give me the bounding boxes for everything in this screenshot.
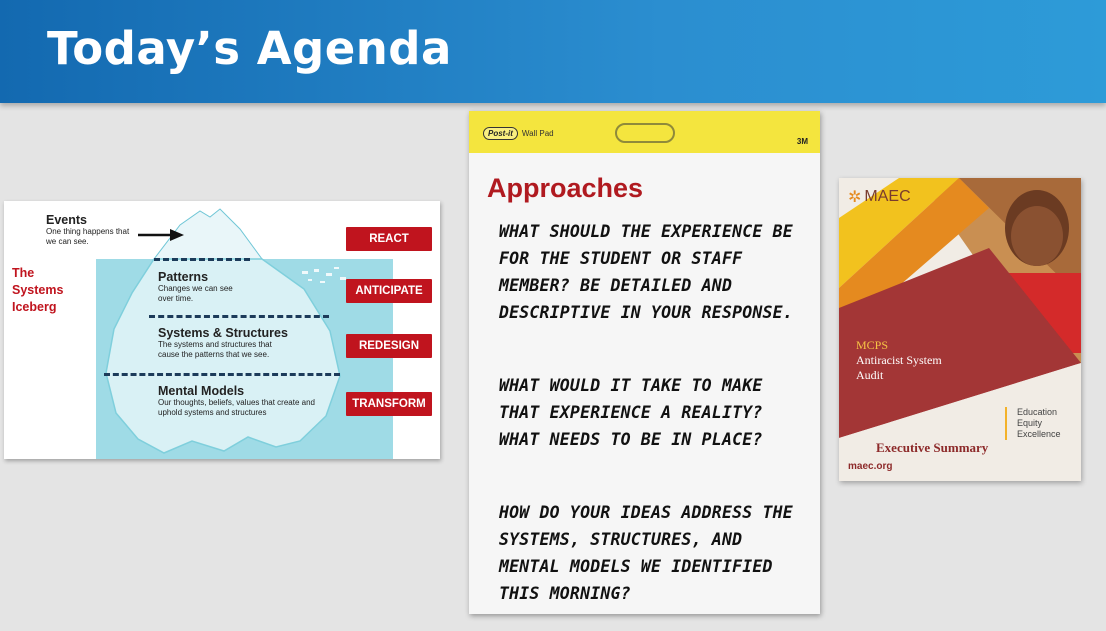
slide-title: Today’s Agenda xyxy=(47,22,452,75)
transform-label: TRANSFORM xyxy=(346,392,432,416)
level-systems-structures: Systems & Structures The systems and structures that cause the patterns that we see. xyxy=(158,326,288,359)
report-tagline: Education Equity Excellence xyxy=(1005,407,1061,440)
level-divider xyxy=(104,373,340,376)
pad-handle xyxy=(615,123,675,143)
systems-iceberg-image xyxy=(4,201,440,459)
maec-flower-icon: ✲ xyxy=(848,189,862,206)
maec-logo: ✲ MAEC xyxy=(848,188,911,206)
anticipate-label: ANTICIPATE xyxy=(346,279,432,303)
level-patterns: Patterns Changes we can see over time. xyxy=(158,270,233,303)
3m-logo: 3M xyxy=(796,137,808,146)
waterline-dash xyxy=(154,258,250,261)
slide-header xyxy=(0,0,1106,103)
level-divider xyxy=(149,315,329,318)
redesign-label: REDESIGN xyxy=(346,334,432,358)
pad-heading: Approaches xyxy=(487,173,644,203)
level-events: Events One thing happens that we can see. xyxy=(46,213,130,246)
question-1: WHAT SHOULD THE EXPERIENCE BE FOR THE STUDENT OR STAFF MEMBER? BE DETAILED AND DESCRIPTIVE IN YOUR RESPONSE. xyxy=(499,222,793,322)
react-label: REACT xyxy=(346,227,432,251)
report-subtitle: Executive Summary xyxy=(876,440,989,455)
report-cover xyxy=(839,178,1081,481)
question-3: HOW DO YOUR IDEAS ADDRESS THE SYSTEMS, STRUCTURES, AND MENTAL MODELS WE IDENTIFIED THIS MORNING? xyxy=(499,503,793,603)
report-url: maec.org xyxy=(848,461,893,472)
iceberg-side-title: The Systems Iceberg xyxy=(12,266,64,314)
question-2: WHAT WOULD IT TAKE TO MAKE THAT EXPERIENCE A REALITY? WHAT NEEDS TO BE IN PLACE? xyxy=(499,376,763,449)
report-title: MCPS Antiracist System Audit xyxy=(856,338,942,382)
postit-logo: Post-it Wall Pad xyxy=(483,127,554,140)
postit-wall-pad xyxy=(469,111,820,614)
level-mental-models: Mental Models Our thoughts, beliefs, values that create and uphold systems and structures xyxy=(158,384,315,417)
